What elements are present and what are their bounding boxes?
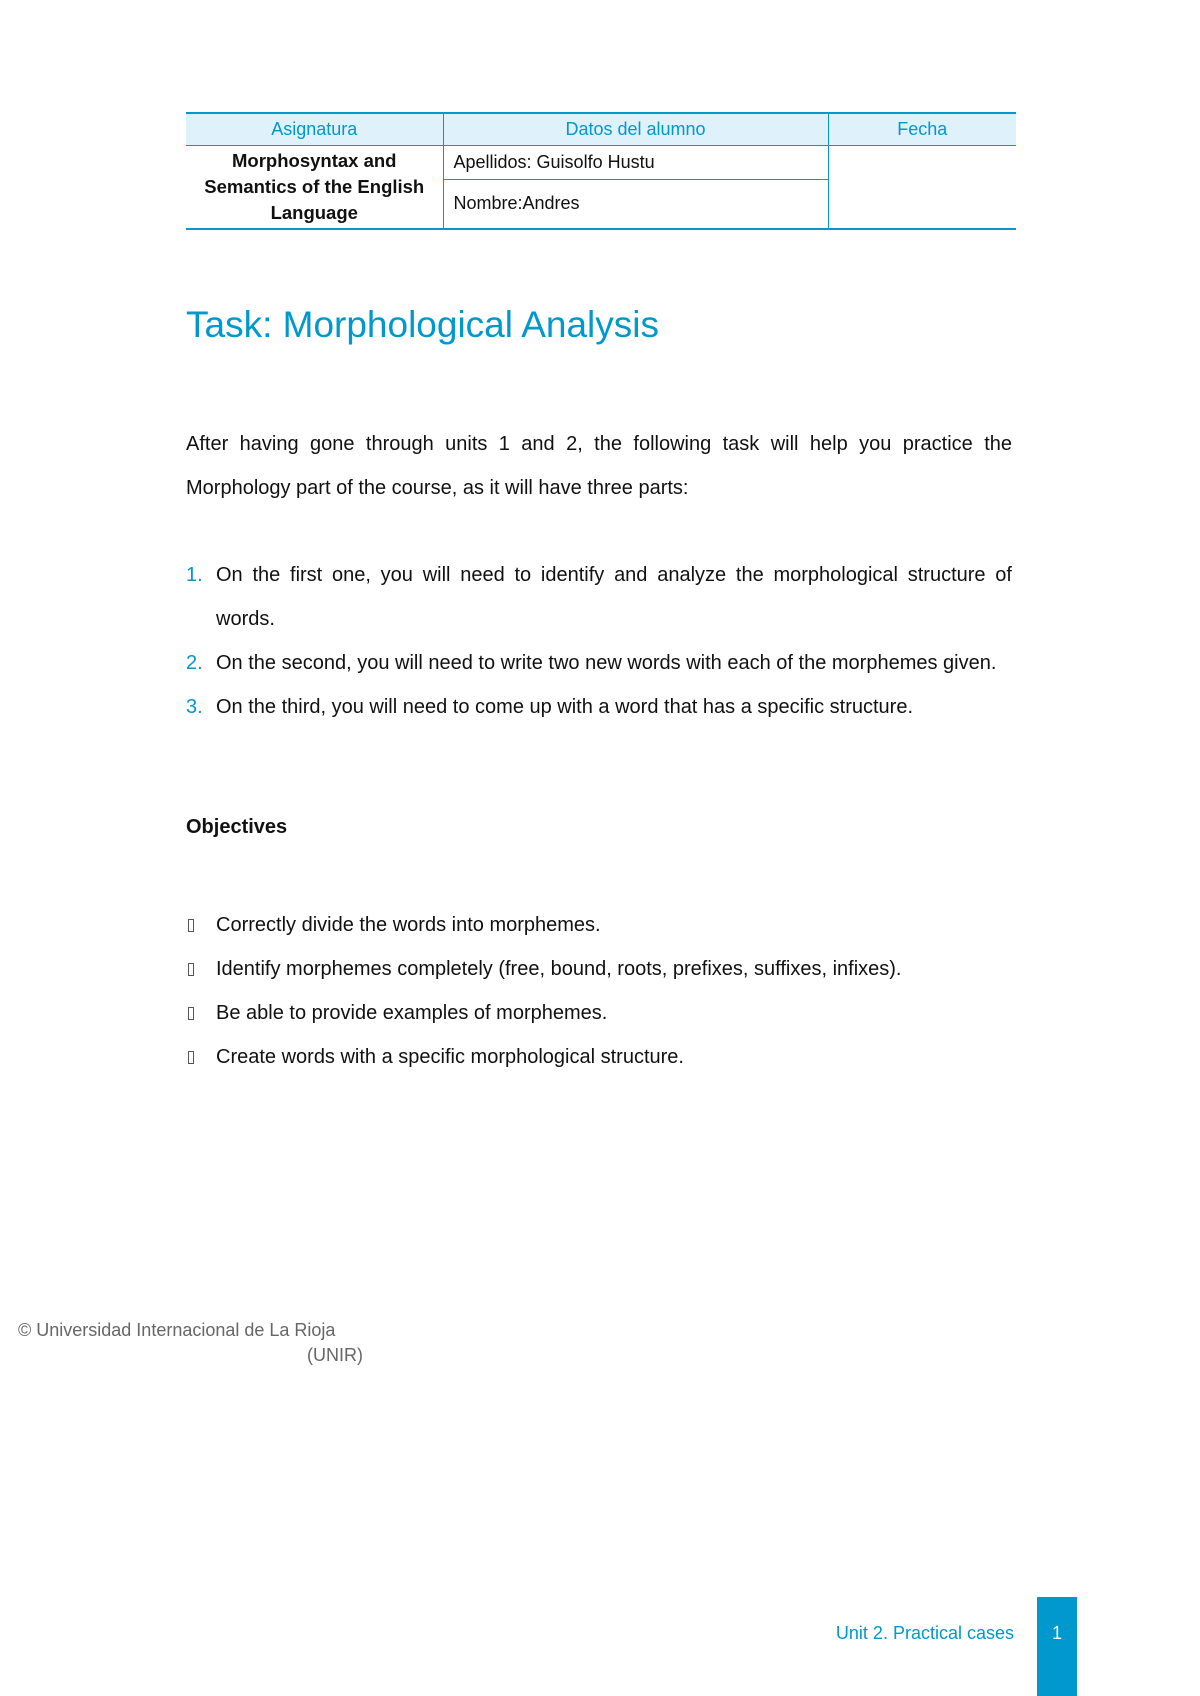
bullet-icon bbox=[188, 919, 194, 932]
list-item bbox=[186, 947, 1012, 991]
footer-unit-label: Unit 2. Practical cases bbox=[835, 1623, 1014, 1643]
list-item-text: On the first one, you will need to identify and analyze the morphological structure of words. bbox=[216, 564, 1012, 630]
list-item bbox=[186, 991, 1012, 1035]
list-item bbox=[186, 1035, 1012, 1079]
subject-cell bbox=[186, 145, 443, 229]
date-cell bbox=[828, 145, 1016, 229]
list-item-text: On the third, you will need to come up with a word that has a specific structure. bbox=[216, 696, 914, 718]
list-item bbox=[186, 685, 1012, 729]
list-item-text: Create words with a specific morphological structure. bbox=[216, 1046, 684, 1068]
list-item bbox=[186, 903, 1012, 947]
list-number: 1. bbox=[186, 564, 203, 586]
list-number: 2. bbox=[186, 652, 203, 674]
objectives-list bbox=[186, 903, 1012, 1079]
intro-paragraph: After having gone through units 1 and 2, the following task will help you practice the Morphology part of the course, as it will have three parts: bbox=[186, 433, 1012, 499]
bullet-icon bbox=[188, 1051, 194, 1064]
copyright-line-1: © Universidad Internacional de La Rioja bbox=[18, 1320, 336, 1340]
copyright-line-2: (UNIR) bbox=[307, 1345, 363, 1365]
header-col-student: Datos del alumno bbox=[443, 113, 828, 145]
objectives-heading: Objectives bbox=[186, 816, 288, 838]
bullet-icon bbox=[188, 963, 194, 976]
header-table bbox=[186, 112, 1016, 230]
task-title: Task: Morphological Analysis bbox=[186, 304, 659, 345]
list-item-text: Identify morphemes completely (free, bound, roots, prefixes, suffixes, infixes). bbox=[216, 958, 902, 980]
list-number: 3. bbox=[186, 696, 203, 718]
header-col-subject: Asignatura bbox=[186, 113, 443, 145]
bullet-icon bbox=[188, 1007, 194, 1020]
surname-cell: Apellidos: Guisolfo Hustu bbox=[443, 145, 828, 179]
subject-line-2: Semantics of the English bbox=[204, 175, 425, 197]
page-number-tab bbox=[1037, 1597, 1077, 1696]
page-number: 1 bbox=[1051, 1623, 1062, 1643]
list-item bbox=[186, 553, 1012, 641]
name-cell: Nombre:Andres bbox=[443, 179, 828, 228]
task-list bbox=[186, 553, 1012, 729]
subject-line-3: Language bbox=[270, 201, 358, 223]
header-col-date: Fecha bbox=[828, 113, 1016, 145]
list-item bbox=[186, 641, 1012, 685]
list-item-text: Correctly divide the words into morphemes. bbox=[216, 914, 601, 936]
copyright-notice bbox=[18, 1318, 363, 1368]
list-item-text: On the second, you will need to write two new words with each of the morphemes given. bbox=[216, 652, 997, 674]
subject-line-1: Morphosyntax and bbox=[232, 149, 397, 171]
list-item-text: Be able to provide examples of morphemes. bbox=[216, 1002, 608, 1024]
